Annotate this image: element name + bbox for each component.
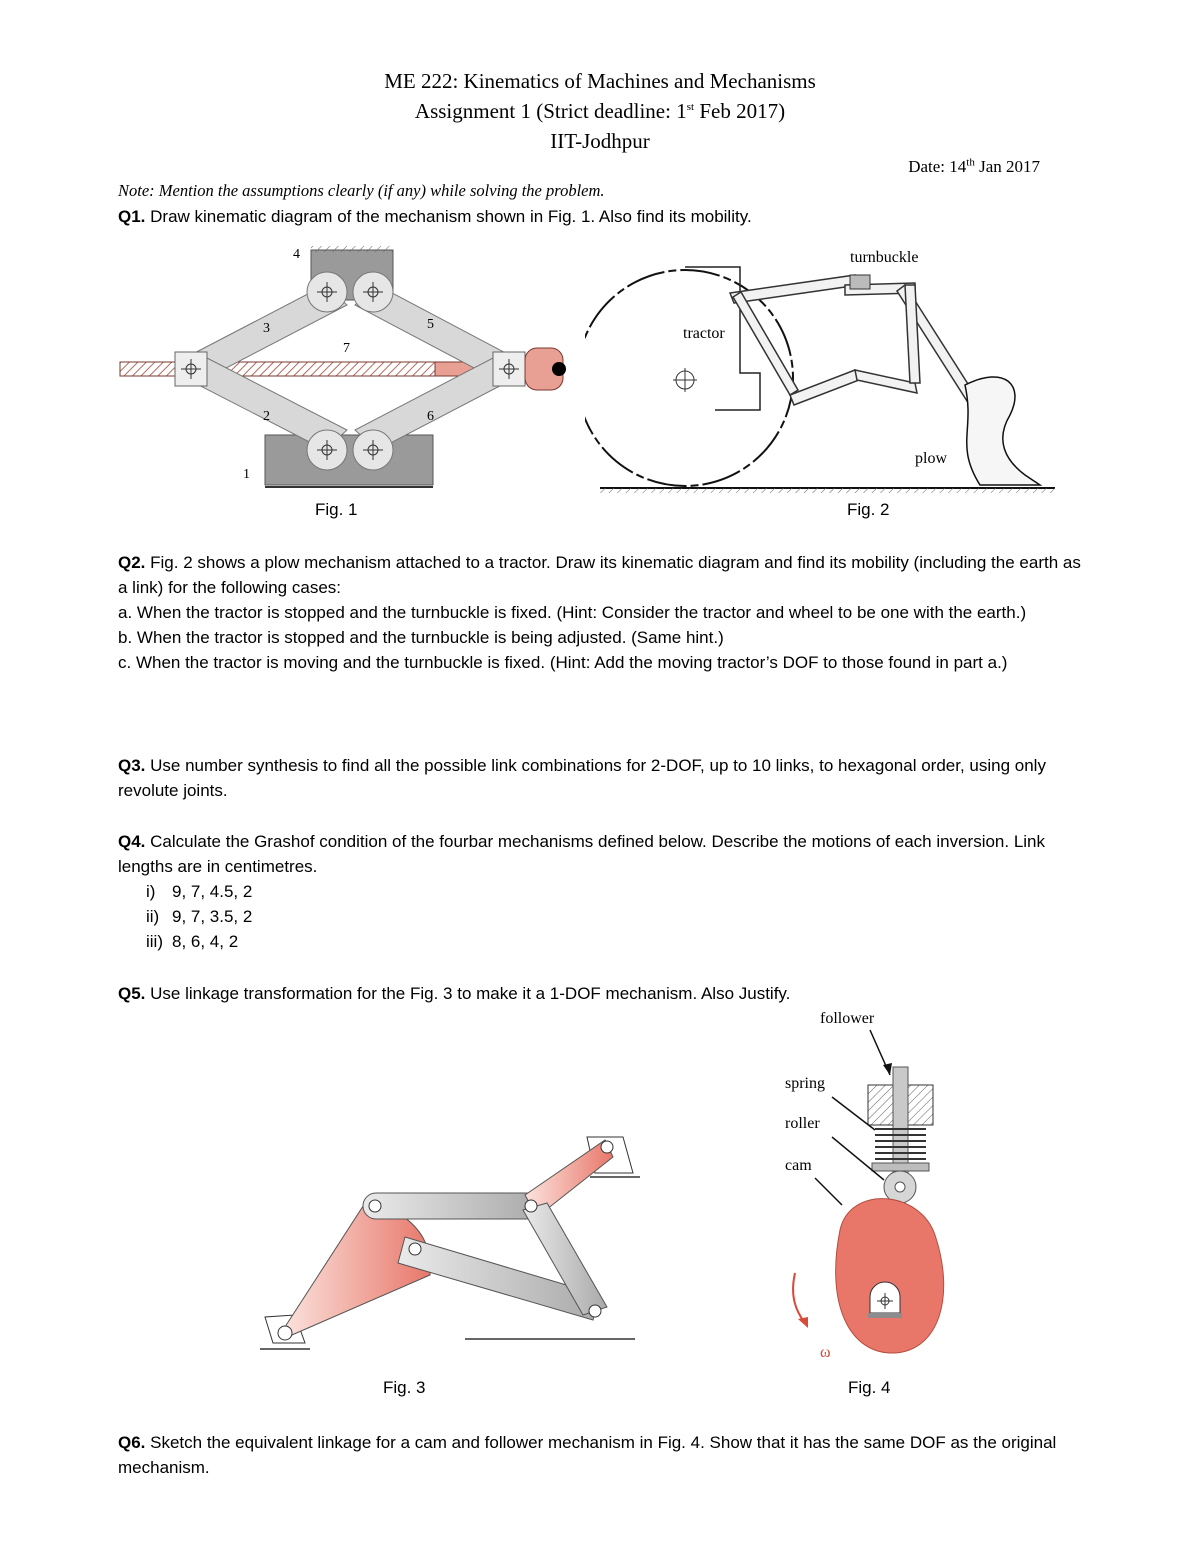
q4-item: ii) 9, 7, 3.5, 2 xyxy=(146,907,253,926)
fig1-caption: Fig. 1 xyxy=(315,500,358,519)
q4-item: iii) 8, 6, 4, 2 xyxy=(146,932,239,951)
link-label-3: 3 xyxy=(263,321,270,336)
fig4-cam-follower xyxy=(770,1005,980,1365)
fig4-caption: Fig. 4 xyxy=(848,1378,891,1397)
assignment-line: Assignment 1 (Strict deadline: 1st Feb 2017) xyxy=(414,99,786,123)
doc-title: ME 222: Kinematics of Machines and Mechanisms xyxy=(384,69,816,93)
follower-label: follower xyxy=(820,1010,875,1027)
q1: Q1. Draw kinematic diagram of the mechanism shown in Fig. 1. Also find its mobility. xyxy=(118,207,752,226)
q6: Q6. Sketch the equivalent linkage for a cam and follower mechanism in Fig. 4. Show that it has the same DOF as the original mechanism. xyxy=(118,1433,1057,1477)
fig1-scissor-jack xyxy=(115,240,585,500)
institute: IIT-Jodhpur xyxy=(550,129,650,153)
omega-label: ω xyxy=(820,1344,831,1361)
link-label-2: 2 xyxy=(263,409,270,424)
link-label-4: 4 xyxy=(293,247,300,262)
q5: Q5. Use linkage transformation for the Fig. 3 to make it a 1-DOF mechanism. Also Justify. xyxy=(118,984,791,1003)
q2: Q2. Fig. 2 shows a plow mechanism attached to a tractor. Draw its kinematic diagram and find its mobility (including the earth as a link) for the following cases: a. When the tractor is stopped and the turnbuckle is fixed. (Hint: Consider the tractor and wheel to be one with the earth.) b. When the tractor is stopped and the turnbuckle is being adjusted. (Same hint.) c. When the tractor is moving and the turnbuckle is fixed. (Hint: Add the moving tractor’s DOF to those found in part a.) xyxy=(118,550,1088,675)
note: Note: Mention the assumptions clearly (if any) while solving the problem. xyxy=(118,181,605,200)
roller-label: roller xyxy=(785,1115,820,1132)
fig2-tractor-plow xyxy=(585,245,1065,500)
q2-part-b: b. When the tractor is stopped and the turnbuckle is being adjusted. (Same hint.) xyxy=(118,628,724,647)
link-label-1: 1 xyxy=(243,467,250,482)
fig3-linkage xyxy=(255,1125,645,1370)
date: Date: 14th Jan 2017 xyxy=(908,156,1040,176)
spring-label: spring xyxy=(785,1075,825,1092)
q4: Q4. Calculate the Grashof condition of the fourbar mechanisms defined below. Describe the motions of each inversion. Link lengths are in centimetres. xyxy=(118,832,1046,876)
q4-list xyxy=(146,879,252,954)
link-label-6: 6 xyxy=(427,409,434,424)
fig2-caption: Fig. 2 xyxy=(847,500,890,519)
q3: Q3. Use number synthesis to find all the possible link combinations for 2-DOF, up to 10 links, to hexagonal order, using only revolute joints. xyxy=(118,756,1046,800)
q4-item: i) 9, 7, 4.5, 2 xyxy=(146,882,253,901)
link-label-5: 5 xyxy=(427,317,434,332)
link-label-7: 7 xyxy=(343,341,350,356)
cam-label: cam xyxy=(785,1157,812,1174)
plow-label: plow xyxy=(915,450,947,467)
turnbuckle-label: turnbuckle xyxy=(850,249,919,266)
q2-part-a: a. When the tractor is stopped and the turnbuckle is fixed. (Hint: Consider the tractor and wheel to be one with the earth.) xyxy=(118,603,1027,622)
fig3-caption: Fig. 3 xyxy=(383,1378,426,1397)
q2-part-c: c. When the tractor is moving and the turnbuckle is fixed. (Hint: Add the moving tractor’s DOF to those found in part a.) xyxy=(118,653,1008,672)
tractor-label: tractor xyxy=(683,325,725,342)
